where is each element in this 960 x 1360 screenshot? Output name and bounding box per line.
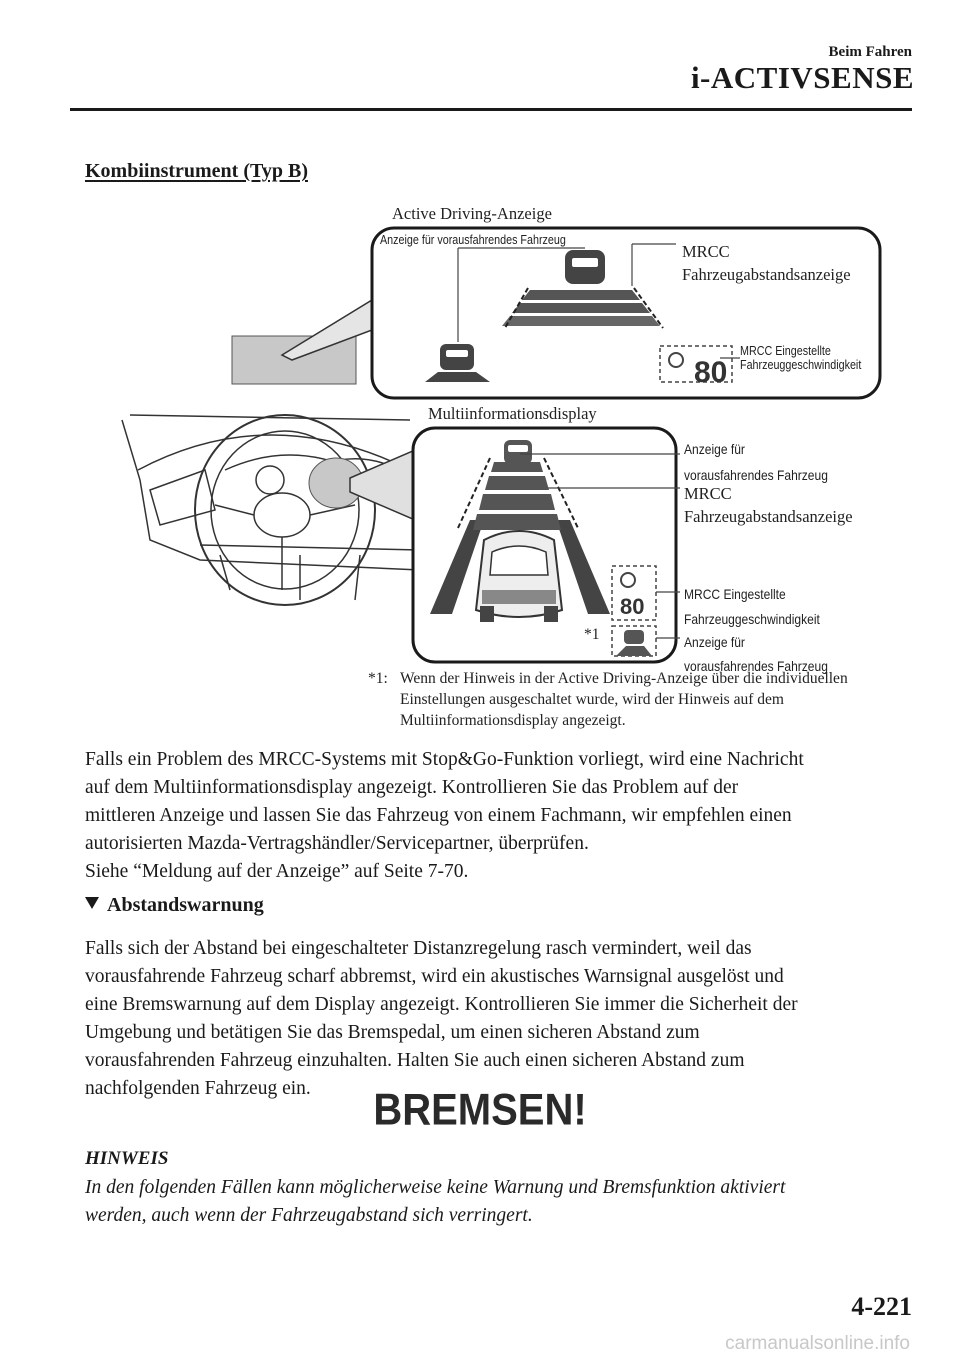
label-ad-set-speed-line2: Fahrzeuggeschwindigkeit	[740, 358, 862, 372]
paragraph1-line: mittleren Anzeige und lassen Sie das Fahrzeug von einem Fachmann, wir empfehlen einen	[85, 805, 792, 826]
label-ad-set-speed	[740, 344, 861, 372]
paragraph1-line: auf dem Multiinformationsdisplay angezeigt. Kontrollieren Sie das Problem auf der	[85, 777, 739, 798]
ad-vehicle-icon	[565, 250, 605, 284]
subheading	[85, 894, 264, 917]
label-ad-mrcc	[682, 240, 851, 286]
page-number: 4-221	[851, 1292, 912, 1321]
footnote-mark: *1:	[368, 670, 388, 687]
brake-warning-text: BREMSEN!	[373, 1085, 587, 1135]
label-mid-set-speed-line1: MRCC Eingestellte	[684, 586, 786, 602]
mid-speed-value: 80	[620, 594, 645, 619]
note-heading: HINWEIS	[85, 1148, 169, 1169]
instrument-figure	[0, 0, 960, 670]
chapter-title: i-ACTIVSENSE	[690, 60, 914, 95]
label-ad-set-speed-line1: MRCC Eingestellte	[740, 344, 831, 358]
figure-footnote	[368, 668, 888, 731]
label-active-driving: Active Driving-Anzeige	[392, 204, 552, 223]
chapter-name: Beim Fahren	[828, 44, 912, 60]
label-ad-vehicle-ahead: Anzeige für vorausfahrendes Fahrzeug	[380, 233, 566, 247]
label-mid-set-speed-line2: Fahrzeuggeschwindigkeit	[684, 611, 820, 627]
dashboard-illustration	[122, 415, 420, 605]
paragraph2-line: eine Bremswarnung auf dem Display angezeigt. Kontrollieren Sie immer die Sicherheit der	[85, 994, 798, 1015]
paragraph-distance-warning	[85, 935, 925, 1103]
label-ad-mrcc-line1: MRCC	[682, 242, 730, 261]
triangle-bullet-icon	[85, 897, 99, 909]
paragraph1-line: Siehe “Meldung auf der Anzeige” auf Seite 7-70.	[85, 861, 469, 882]
mid-own-vehicle-icon	[476, 531, 562, 622]
paragraph2-line: Umgebung und betätigen Sie das Bremspedal, um einen sicheren Abstand zum	[85, 1022, 700, 1043]
paragraph1-line: autorisierten Mazda-Vertragshändler/Servicepartner, überprüfen.	[85, 833, 589, 854]
footnote-reference: *1	[584, 626, 600, 643]
label-mid-mrcc-line2: Fahrzeugabstandsanzeige	[684, 507, 853, 526]
footnote-text: Wenn der Hinweis in der Active Driving-Anzeige über die individuellen Einstellungen ausgeschaltet wurde, wird der Hinweis auf dem Multiinformationsdisplay angezeigt.	[400, 670, 848, 729]
label-mid-set-speed	[684, 582, 820, 632]
paragraph-mrcc-problem	[85, 746, 925, 886]
label-mid-mrcc	[684, 482, 853, 528]
label-ad-mrcc-line2: Fahrzeugabstandsanzeige	[682, 265, 851, 284]
label-mid-vehicle-ahead-line2: vorausfahrendes Fahrzeug	[684, 467, 828, 483]
subheading-text: Abstandswarnung	[107, 894, 264, 916]
ad-speed-value: 80	[694, 356, 728, 389]
label-mid-mrcc-line1: MRCC	[684, 484, 732, 503]
watermark[interactable]: carmanualsonline.info	[725, 1333, 910, 1354]
mid-lead-vehicle-icon	[504, 440, 532, 464]
section-heading: Kombiinstrument (Typ B)	[85, 160, 308, 182]
ad-distance-bars	[502, 290, 660, 326]
paragraph2-line: vorausfahrenden Fahrzeug einzuhalten. Halten Sie auch einen sicheren Abstand zum	[85, 1050, 745, 1071]
note-line: In den folgenden Fällen kann möglicherweise keine Warnung und Bremsfunktion aktiviert	[85, 1177, 786, 1198]
label-mid-vehicle-ahead2-line2: vorausfahrendes Fahrzeug	[684, 658, 828, 674]
label-multi-info-display: Multiinformationsdisplay	[428, 404, 597, 423]
label-mid-vehicle-ahead-line1: Anzeige für	[684, 441, 745, 457]
label-mid-vehicle-ahead	[684, 436, 828, 488]
note-text	[85, 1174, 925, 1230]
paragraph2-line: Falls sich der Abstand bei eingeschalteter Distanzregelung rasch vermindert, weil das	[85, 938, 752, 959]
paragraph2-line: vorausfahrende Fahrzeug scharf abbremst, wird ein akustisches Warnsignal ausgelöst und	[85, 966, 784, 987]
mid-callout	[350, 450, 415, 520]
paragraph1-line: Falls ein Problem des MRCC-Systems mit Stop&Go-Funktion vorliegt, wird eine Nachricht	[85, 749, 804, 770]
paragraph2-line: nachfolgenden Fahrzeug ein.	[85, 1078, 311, 1099]
label-mid-vehicle-ahead2-line1: Anzeige für	[684, 634, 745, 650]
note-line: werden, auch wenn der Fahrzeugabstand sich verringert.	[85, 1205, 533, 1226]
